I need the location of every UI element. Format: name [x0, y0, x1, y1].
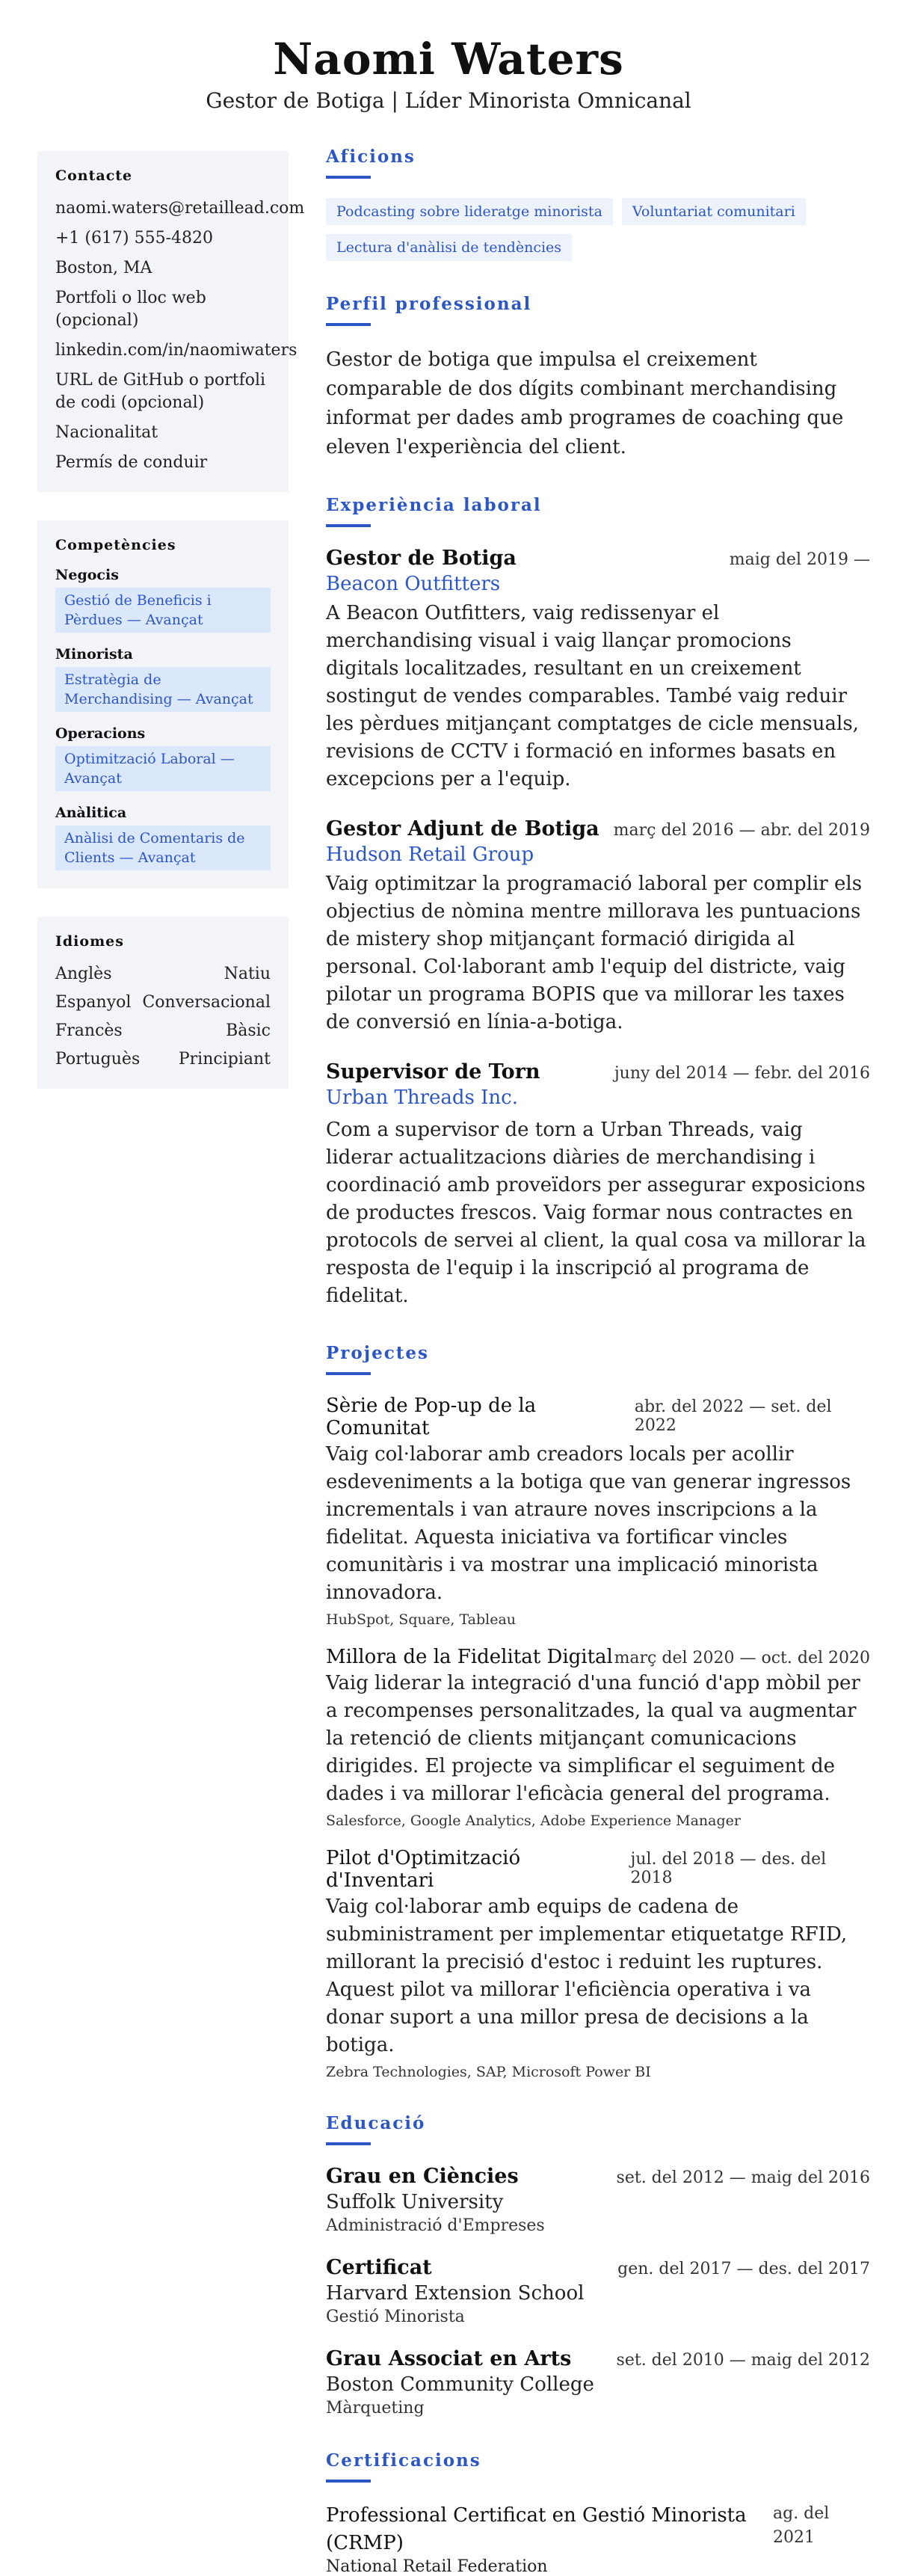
education-section: [326, 2113, 870, 2417]
section-divider: [326, 524, 371, 527]
skill-group-name: Anàlitica: [55, 805, 127, 821]
education-dates: set. del 2012 — maig del 2016: [616, 2168, 870, 2187]
job-description: Com a supervisor de torn a Urban Threads, vaig liderar actualitzacions diàries de merchandising i coordinació amb proveïdors per assegurar exposicions de productes frescos. Vaig formar nous contractes en protocols de servei al client, la qual cosa va millorar la resposta de l'equip i la inscripció al programa de fidelitat.: [326, 1119, 866, 1307]
sidebar: [37, 151, 305, 1117]
language-row: [55, 1048, 271, 1071]
job-company: Beacon Outfitters: [326, 573, 501, 595]
degree-name: Grau Associat en Arts: [326, 2347, 572, 2370]
contact-email[interactable]: naomi.waters@retaillead.com: [55, 199, 305, 218]
skill-group: [55, 567, 271, 633]
contact-phone[interactable]: +1 (617) 555-4820: [55, 229, 213, 248]
project-dates: abr. del 2022 — set. del 2022: [634, 1398, 832, 1435]
profile-summary: Gestor de botiga que impulsa el creixement comparable de dos dígits combinant merchandising informat per dades amb programes de coaching que eleven l'experiència del client.: [326, 348, 844, 458]
language-level: Natiu: [224, 965, 271, 983]
experience-entry: [326, 1060, 870, 1310]
project-entry: [326, 1395, 870, 1628]
experience-entry: [326, 817, 870, 1036]
skill-group-name: Operacions: [55, 725, 146, 742]
project-description: Vaig col·laborar amb equips de cadena de subministrament per implementar etiquetatge RFID, millorant la precisió d'estoc i reduint les ruptures. Aquest pilot va millorar l'eficiència operativa i va donar suport a una millor presa de decisions a la botiga.: [326, 1896, 848, 2056]
certification-name: Professional Certificat en Gestió Minorista (CRMP): [326, 2504, 747, 2554]
job-dates: juny del 2014 — febr. del 2016: [614, 1064, 870, 1083]
language-name: Francès: [55, 1021, 123, 1040]
contact-nationality: Nacionalitat: [55, 423, 158, 442]
job-dates: març del 2016 — abr. del 2019: [613, 821, 870, 840]
project-dates: jul. del 2018 — des. del 2018: [630, 1850, 827, 1887]
certifications-section: [326, 2450, 870, 2576]
study-field: Gestió Minorista: [326, 2308, 465, 2326]
skills-heading: Competències: [55, 537, 176, 553]
section-divider: [326, 323, 371, 326]
school-name: Suffolk University: [326, 2191, 504, 2213]
skills-card: [37, 520, 289, 888]
job-title: Gestor de Botiga: [326, 547, 517, 570]
certifications-heading: Certificacions: [326, 2450, 481, 2471]
study-field: Màrqueting: [326, 2399, 425, 2417]
skill-tag: Estratègia de Merchandising — Avançat: [55, 667, 271, 712]
certification-entry: [326, 2502, 870, 2576]
languages-heading: Idiomes: [55, 933, 124, 950]
education-entry: [326, 2165, 870, 2235]
interests-heading: Aficions: [326, 147, 416, 167]
interest-tag: Podcasting sobre lideratge minorista: [326, 198, 613, 225]
project-tech: HubSpot, Square, Tableau: [326, 1611, 517, 1628]
language-name: Anglès: [55, 965, 112, 983]
contact-linkedin[interactable]: linkedin.com/in/naomiwaters: [55, 341, 298, 360]
experience-heading: Experiència laboral: [326, 495, 542, 515]
job-description: A Beacon Outfitters, vaig redissenyar el merchandising visual i vaig llançar promocions digitals localitzades, resultant en un creixement sostingut de vendes comparables. També vaig reduir les pèrdues mitjançant comptatges de cicle mensuals, revisions de CCTV i formació en informes basats en excepcions per a l'equip.: [326, 602, 859, 790]
experience-entry: [326, 547, 870, 793]
experience-section: [326, 495, 870, 1310]
degree-name: Certificat: [326, 2256, 432, 2279]
interest-tag: Lectura d'anàlisi de tendències: [326, 234, 572, 261]
main-content: [326, 147, 870, 2576]
education-heading: Educació: [326, 2113, 426, 2133]
profile-section: [326, 294, 870, 462]
interest-tags: [326, 198, 870, 261]
contact-license: Permís de conduir: [55, 453, 208, 472]
skill-tag: Gestió de Beneficis i Pèrdues — Avançat: [55, 588, 271, 633]
resume-header: [0, 0, 897, 113]
contact-card: [37, 151, 305, 492]
skill-group-name: Negocis: [55, 567, 119, 583]
project-tech: Zebra Technologies, SAP, Microsoft Power BI: [326, 2064, 651, 2080]
contact-github[interactable]: URL de GitHub o portfoli de codi (opcional): [55, 371, 266, 412]
job-company: Hudson Retail Group: [326, 843, 534, 866]
project-name: Pilot d'Optimització d'Inventari: [326, 1847, 521, 1892]
skill-group: [55, 646, 271, 712]
school-name: Harvard Extension School: [326, 2282, 585, 2305]
skill-group: [55, 725, 271, 791]
skill-tag: Optimització Laboral — Avançat: [55, 746, 271, 791]
job-description: Vaig optimitzar la programació laboral per complir els objectius de nòmina mentre millorava les puntuacions de mistery shop mitjançant formació dirigida al personal. Col·laborant amb l'equip del districte, vaig pilotar un programa BOPIS que va millorar les taxes de conversió en línia-a-botiga.: [326, 873, 863, 1033]
job-company: Urban Threads Inc.: [326, 1086, 518, 1109]
languages-card: [37, 917, 289, 1089]
skill-group: [55, 805, 271, 870]
language-level: Bàsic: [226, 1021, 271, 1040]
candidate-subtitle: Gestor de Botiga | Líder Minorista Omnicanal: [206, 88, 691, 113]
study-field: Administració d'Empreses: [326, 2216, 545, 2235]
profile-heading: Perfil professional: [326, 294, 532, 314]
candidate-name: Naomi Waters: [273, 34, 624, 84]
project-dates: març del 2020 — oct. del 2020: [614, 1649, 870, 1667]
job-dates: maig del 2019 —: [729, 550, 870, 569]
language-row: [55, 1020, 271, 1042]
education-entry: [326, 2256, 870, 2326]
projects-section: [326, 1343, 870, 2080]
project-entry: [326, 1847, 870, 2080]
section-divider: [326, 2480, 371, 2483]
section-divider: [326, 2142, 371, 2145]
language-name: Espanyol: [55, 993, 132, 1012]
project-description: Vaig liderar la integració d'una funció d'app mòbil per a recompenses personalitzades, la qual va augmentar la retenció de clients mitjançant comunicacions dirigides. El projecte va simplificar el seguiment de dades i va millorar l'eficàcia general del programa.: [326, 1672, 860, 1805]
contact-location: Boston, MA: [55, 259, 152, 277]
certification-date: ag. del 2021: [773, 2504, 830, 2547]
language-level: Principiant: [178, 1050, 271, 1069]
contact-heading: Contacte: [55, 167, 133, 184]
projects-heading: Projectes: [326, 1343, 429, 1363]
project-name: Sèrie de Pop-up de la Comunitat: [326, 1395, 537, 1439]
project-name: Millora de la Fidelitat Digital: [326, 1646, 613, 1668]
job-title: Gestor Adjunt de Botiga: [326, 817, 599, 840]
section-divider: [326, 1372, 371, 1375]
education-entry: [326, 2347, 870, 2417]
skill-group-name: Minorista: [55, 646, 133, 663]
language-name: Portuguès: [55, 1050, 141, 1069]
degree-name: Grau en Ciències: [326, 2165, 519, 2188]
job-title: Supervisor de Torn: [326, 1060, 540, 1083]
interests-section: [326, 147, 870, 261]
project-description: Vaig col·laborar amb creadors locals per acollir esdeveniments a la botiga que van generar ingressos incrementals i van atraure noves inscripcions a la fidelitat. Aquesta iniciativa va fortificar vincles comunitàris i va mostrar una implicació minorista innovadora.: [326, 1443, 851, 1604]
language-row: [55, 963, 271, 986]
project-tech: Salesforce, Google Analytics, Adobe Experience Manager: [326, 1813, 741, 1829]
contact-portfolio[interactable]: Portfoli o lloc web (opcional): [55, 289, 206, 330]
school-name: Boston Community College: [326, 2373, 594, 2396]
education-dates: gen. del 2017 — des. del 2017: [617, 2260, 870, 2278]
language-level: Conversacional: [142, 993, 271, 1012]
project-entry: [326, 1646, 870, 1829]
certification-issuer: National Retail Federation: [326, 2557, 548, 2576]
language-row: [55, 992, 271, 1014]
interest-tag: Voluntariat comunitari: [622, 198, 806, 225]
section-divider: [326, 176, 371, 179]
skill-tag: Anàlisi de Comentaris de Clients — Avançat: [55, 826, 271, 870]
education-dates: set. del 2010 — maig del 2012: [616, 2351, 870, 2370]
